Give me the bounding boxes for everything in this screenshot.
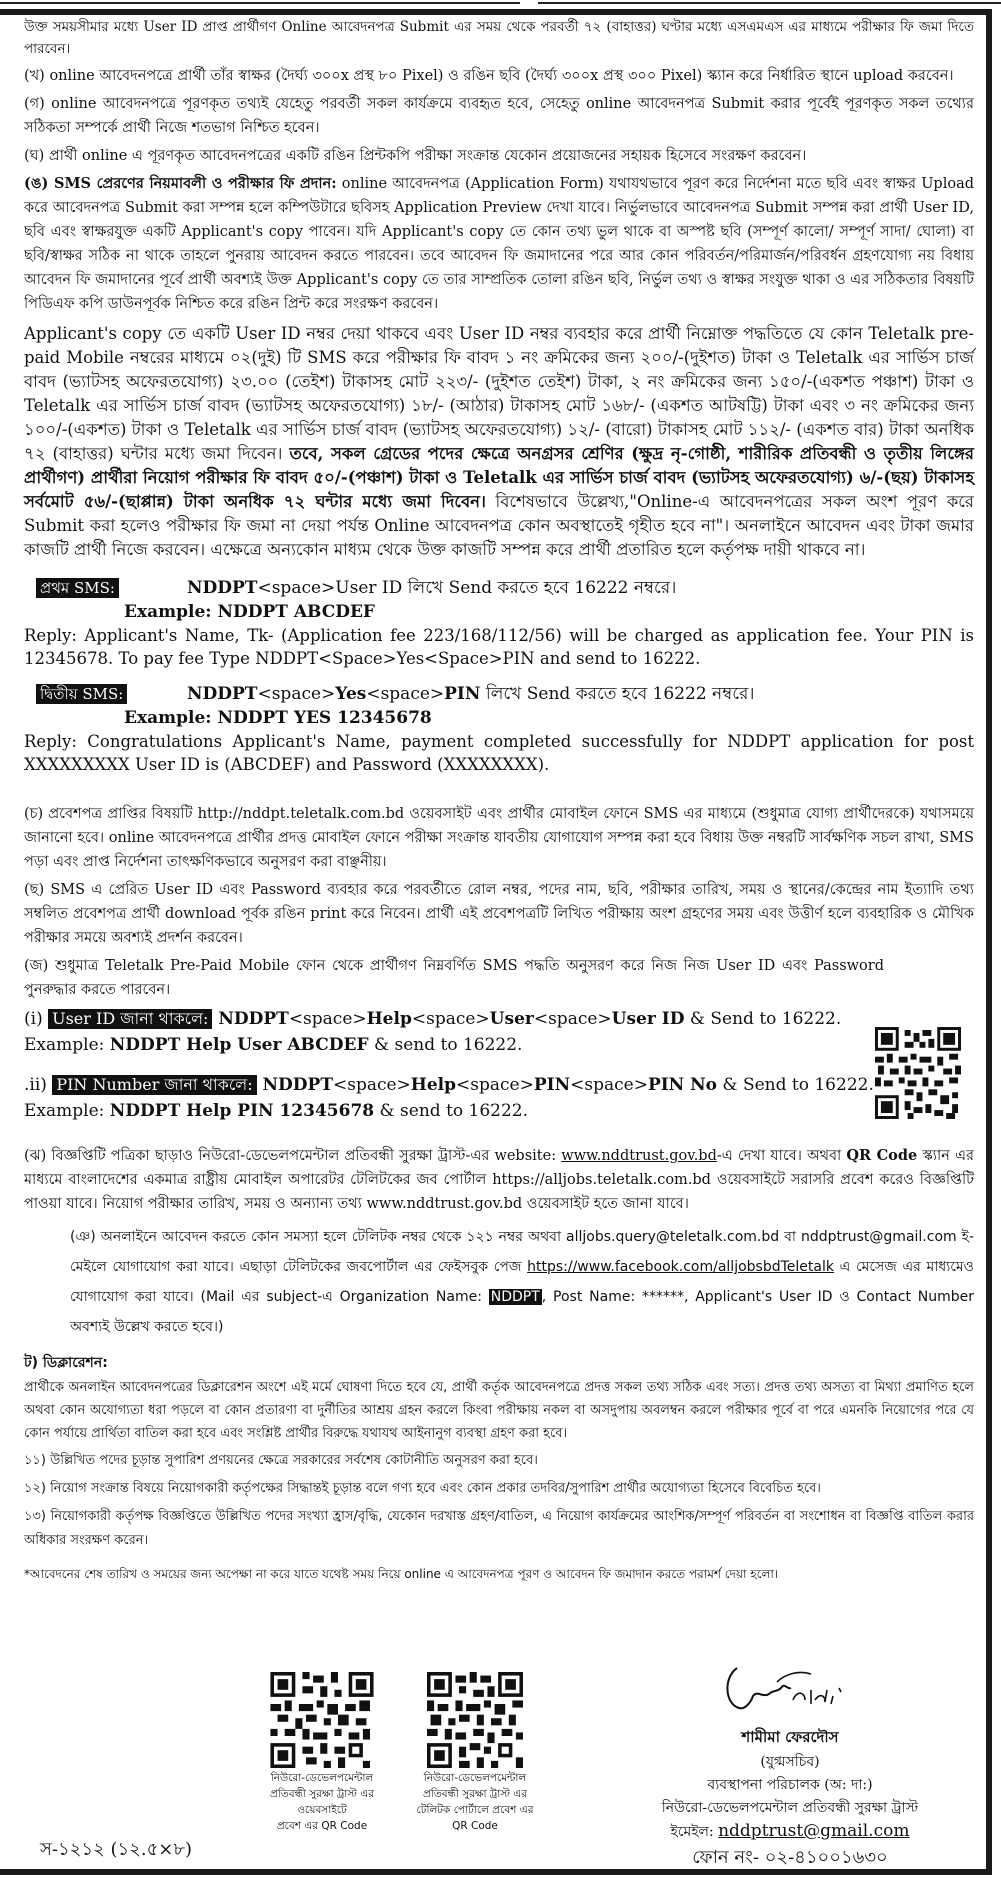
pin-cmd-space: <space>	[456, 1075, 534, 1095]
sms2-cmd-rest: লিখে Send করতে হবে 16222 নম্বরে।	[480, 684, 755, 704]
teletalk-qr-caption-4: QR Code	[452, 1820, 498, 1832]
sms2-cmd-space: <space>	[257, 684, 336, 704]
pin-cmd-nddpt: NDDPT	[256, 1075, 333, 1095]
document-body	[24, 16, 974, 1585]
sms2-reply: Reply: Congratulations Applicant's Name, payment completed successfully for NDDPT application for post XXXXXXXXX User ID is (ABCDEF) and Password (XXXXXXXX).	[24, 732, 974, 774]
user-recovery-prefix: (i)	[24, 1009, 49, 1029]
clause-ga: (গ) online আবেদনপত্রে পূরণকৃত তথ্যই যেহেতু পরবর্তী সকল কার্যক্রমে ব্যবহৃত হবে, সেহেতু online আবেদনপত্র Submit করার পূর্বেই পূরণকৃত সকল তথ্যের সঠিকতা সম্পর্কে প্রার্থী নিজে শতভাগ নিশ্চিত হবেন।	[24, 96, 974, 136]
item-12: ১২) নিয়োগ সংক্রান্ত বিষয়ে নিয়োগকারী কর্তৃপক্ষের সিদ্ধান্তই চূড়ান্ত বলে গণ্য হবে এবং কোন প্রকার তদবির/সুপারিশ প্রার্থীর অযোগ্যতা হিসেবে বিবেচিত হবে।	[24, 1481, 821, 1496]
sms2-label: দ্বিতীয় SMS:	[36, 684, 127, 704]
sms2-command	[187, 682, 754, 706]
user-cmd-help: Help	[366, 1009, 412, 1029]
pin-cmd-space: <space>	[570, 1075, 648, 1095]
top-rule-right	[538, 2, 1001, 4]
clause-cha: (চ) প্রবেশপত্র প্রাপ্তির বিষয়টি http://nddpt.teletalk.com.bd ওয়েবসাইট এবং প্রার্থীর মোবাইল ফোনে SMS এর মাধ্যমে (শুধুমাত্র যোগ্য প্রার্থীদেরকে) যথাসময়ে জানানো হবে। online আবেদনপত্রে প্রার্থীর প্রদত্ত মোবাইল ফোনে পরীক্ষা সংক্রান্ত যাবতীয় যোগাযোগ সম্পন্ন করা হবে বিধায় উক্ত নম্বরটি সার্বক্ষণিক সচল রাখা, SMS পড়া এবং প্রাপ্ত নির্দেশনা তাৎক্ষণিকভাবে অনুসরণ করা বাঞ্ছনীয়।	[24, 806, 974, 870]
teletalk-qr-code-icon	[427, 1672, 523, 1768]
signatory-name: শামীমা ফেরদৌস	[741, 1728, 839, 1746]
fee-paragraph	[24, 322, 974, 562]
clause-uma-body: online আবেদনপত্র (Application Form) যথাযথভাবে পূরণ করে নির্দেশনা মতে ছবি এবং স্বাক্ষর Upload করে আবেদনপত্র Submit করা সম্পন্ন হলে কম্পিউটারে ছবিসহ Application Preview দেখা যাবে। নির্ভুলভাবে আবেদনপত্র Submit সম্পন্ন করা প্রার্থী User ID, ছবি এবং স্বাক্ষরযুক্ত একটি Applicant's copy পাবেন। যদি Applicant's copy তে কোন তথ্য ভুল থাকে বা অস্পষ্ট ছবি (সম্পূর্ণ কালো/ সম্পূর্ণ সাদা/ ঘোলা) বা ছবি/স্বাক্ষর সঠিক না থাকে তাহলে পুনরায় আবেদন করতে পারবেন। তবে আবেদন ফি জমাদানের পরে আর কোন পরিবর্তন/পরিমার্জন/পরিবর্ধন গ্রহণযোগ্য নয় বিধায় আবেদন ফি জমাদানের পূর্বে প্রার্থী অবশ্যই উক্ত Applicant's copy তে তার সাম্প্রতিক তোলা রঙিন ছবি, নির্ভুল তথ্য ও স্বাক্ষর সংযুক্ত থাকা ও এর সঠিকতার বিষয়টি পিডিএফ কপি ডাউনপূর্বক নিশ্চিত করে রঙিন প্রিন্ট করে সংরক্ষণ করবেন।	[24, 176, 974, 312]
top-rule-left	[0, 2, 520, 4]
user-cmd-space: <space>	[288, 1009, 367, 1029]
user-example-cmd: NDDPT Help User ABCDEF	[109, 1035, 369, 1055]
signatory-email-link[interactable]: nddptrust@gmail.com	[718, 1821, 910, 1841]
clause-gha: (ঘ) প্রার্থী online এ পূরণকৃত আবেদনপত্রের একটি রঙিন প্রিন্টকপি পরীক্ষা সংক্রান্ত যেকোন প্রয়োজনের সহায়ক হিসেবে সংরক্ষণ করবেন।	[24, 148, 807, 164]
jha-text-2: -এ দেখা যাবে। অথবা	[716, 1148, 847, 1164]
user-cmd-userid: User ID	[611, 1009, 685, 1029]
item-13: ১৩) নিয়োগকারী কর্তৃপক্ষ বিজ্ঞপ্তিতে উল্লিখিত পদের সংখ্যা হ্রাস/বৃদ্ধি, যেকোন দরখাস্ত গ্রহণ/বাতিল, এ নিয়োগ কার্যক্রমের আংশিক/সম্পূর্ণ পরিবর্তন বা সংশোধন বা বিজ্ঞপ্তি বাতিল করার অধিকার সংরক্ষণ করেন।	[24, 1509, 974, 1548]
sms1-command	[187, 576, 676, 600]
pin-example	[24, 1098, 974, 1124]
fee-text-2: বিশেষভাবে উল্লেখ্য,"Online-এ আবেদনপত্রের সকল অংশ পূরণ করে Submit করা হলেও পরীক্ষার ফি জমা না দেয়া পর্যন্ত Online আবেদনপত্র কোন অবস্থাতেই গৃহীত হবে না"। অনলাইনে আবেদন এবং টাকা জমার কাজটি প্রার্থী নিজে করবেন। এক্ষেত্রে অন্যকোন মাধ্যম থেকে উক্ত কাজটি সম্পন্ন করে প্রার্থী প্রতারিত হলে কর্তৃপক্ষ দায়ী থাকবে না।	[24, 492, 974, 559]
signatory-title: ব্যবস্থাপনা পরিচালক (অ: দা:)	[707, 1777, 873, 1793]
fee-text-concession: তবে, সকল গ্রেডের পদের ক্ষেত্রে অনগ্রসর শ্রেণির (ক্ষুদ্র নৃ-গোষ্ঠী, শারীরিক প্রতিবন্ধী ও তৃতীয় লিঙ্গের প্রার্থীগণ) প্রার্থীরা নিয়োগ পরীক্ষার ফি বাবদ ৫০/-(পঞ্চাশ) টাকা ও Teletalk এর সার্ভিস চার্জ বাবদ (ভ্যাটসহ অফেরতযোগ্য) ৬/-(ছয়) টাকাসহ সর্বমোট ৫৬/-(ছাপ্পান্ন) টাকা অনধিক ৭২ ঘন্টার মধ্যে জমা দিবেন।	[24, 444, 974, 511]
teletalk-qr-caption-2: প্রতিবন্ধী সুরক্ষা ট্রাস্ট এর	[423, 1788, 527, 1800]
item-11: ১১) উল্লিখিত পদের চূড়ান্ত সুপারিশ প্রণয়নের ক্ষেত্রে সরকারের সর্বশেষ কোটানীতি অনুসরণ করা হবে।	[24, 1453, 538, 1468]
signatory-email-line	[620, 1820, 960, 1844]
sms2-row	[24, 682, 974, 706]
teletalk-qr-block	[405, 1672, 545, 1834]
handwritten-signature-icon	[715, 1660, 865, 1716]
pin-example-tail: & send to 16222.	[374, 1101, 529, 1121]
clause-ja: (জ) শুধুমাত্র Teletalk Pre-Paid Mobile ফোন থেকে প্রার্থীগণ নিম্নবর্ণিত SMS পদ্ধতি অনুসরণ করে নিজ নিজ User ID এবং Password পুনরুদ্ধার করতে পারবেন।	[24, 958, 884, 998]
pin-cmd-pin: PIN	[533, 1075, 571, 1095]
deadline-note: *আবেদনের শেষ তারিখ ও সময়ের জন্য অপেক্ষা না করে যাতে যথেষ্ট সময় নিয়ে online এ আবেদনপত্র পূরণ ও আবেদন ফি জমাদান করতে পরামর্শ দেয়া হলো।	[24, 1567, 779, 1581]
declaration-heading: ট) ডিক্লারেশন:	[24, 1355, 108, 1371]
user-id-recovery	[24, 1006, 974, 1032]
sms2-example: Example: NDDPT YES 12345678	[124, 708, 432, 728]
sms1-label: প্রথম SMS:	[36, 578, 119, 598]
website-qr-block	[262, 1672, 382, 1834]
email-label: ইমেইল:	[670, 1824, 719, 1840]
website-qr-code-icon	[269, 1672, 375, 1768]
sms2-cmd-pin: PIN	[444, 684, 481, 704]
jha-text-1: (ঝ) বিজ্ঞপ্তিটি পত্রিকা ছাড়াও নিউরো-ডেভেলপমেন্টাল প্রতিবন্ধী সুরক্ষা ট্রাস্ট-এর website:	[24, 1148, 562, 1164]
jha-qr-code-label: QR Code	[846, 1147, 918, 1164]
declaration-body: প্রার্থীকে অনলাইন আবেদনপত্রের ডিক্লারেশন অংশে এই মর্মে ঘোষণা দিতে হবে যে, প্রার্থী কর্তৃক আবেদনপত্রে প্রদত্ত সকল তথ্য সঠিক এবং সত্য। প্রদত্ত তথ্য অসত্য বা মিথ্যা প্রমাণিত হলে অথবা কোন অযোগ্যতা ধরা পড়লে বা কোন প্রতারণা বা দুর্নীতির আশ্রয় গ্রহন করলে কিংবা পরীক্ষায় নকল বা অসদুপায় অবলম্বন করলে পরীক্ষার পূর্বে বা পরে এমনকি নিয়োগের পরে যে কোন পর্যায়ে প্রার্থিতা বাতিল করা হবে এবং সংশ্লিষ্ট প্রার্থীর বিরুদ্ধে যথাযথ আইনানুগ ব্যবস্থা গ্রহণ করা হবে।	[24, 1380, 974, 1441]
pin-example-label: Example:	[24, 1101, 110, 1121]
clause-jha	[24, 1144, 974, 1216]
signatory-rank: (যুগ্মসচিব)	[760, 1754, 820, 1770]
fee-text-1: Applicant's copy তে একটি User ID নম্বর দেয়া থাকবে এবং User ID নম্বর ব্যবহার করে প্রার্থী নিম্নোক্ত পদ্ধতিতে যে কোন Teletalk pre-paid Mobile নম্বরের মাধ্যমে ০২(দুই) টি SMS করে পরীক্ষার ফি বাবদ ১ নং ক্রমিকের জন্য ২০০/-(দুইশত) টাকা ও Teletalk এর সার্ভিস চার্জ বাবদ (ভ্যাটসহ অফেরতযোগ্য) ২৩.০০ (তেইশ) টাকাসহ মোট ২২৩/- (দুইশত তেইশ) টাকা, ২ নং ক্রমিকের জন্য ১৫০/-(একশত পঞ্চাশ) টাকা ও Teletalk এর সার্ভিস চার্জ বাবদ (ভ্যাটসহ অফেরতযোগ্য) ১৮/- (আঠার) টাকাসহ মোট ১৬৮/- (একশত আটষট্টি) টাকা এবং ৩ নং ক্রমিকের জন্য ১০০/-(একশত) টাকা ও Teletalk এর সার্ভিস চার্জ বাবদ (ভ্যাটসহ অফেরতযোগ্য) ১২/- (বারো) টাকাসহ মোট ১১২/- (একশত বার) টাকা অনধিক ৭২ (বাহাত্তর) ঘন্টার মধ্যে জমা দিবেন।	[24, 324, 974, 463]
sms1-reply: Reply: Applicant's Name, Tk- (Application fee 223/168/112/56) will be charged as application fee. Your PIN is 12345678. To pay fee Type NDDPT<Space>Yes<Space>PIN and send to 16222.	[24, 626, 974, 668]
pin-cmd-pinno: PIN No	[647, 1075, 718, 1095]
website-qr-caption-4: প্রবেশ এর QR Code	[276, 1820, 368, 1832]
pin-cmd-help: Help	[410, 1075, 457, 1095]
org-name-highlight: NDDPT	[490, 1289, 540, 1305]
clause-uma-heading: (ঙ) SMS প্রেরণের নিয়মাবলী ও পরীক্ষার ফি প্রদান:	[24, 175, 337, 192]
nya-text-2: এ মেসেজ এর মাধ্যমেও যোগাযোগ করা যাবে। (Mail এর subject-এ Organization Name:	[70, 1259, 974, 1305]
signatory-phone: ফোন নং- ০২-৪১০০১৬৩০	[692, 1847, 888, 1868]
sms1-cmd-prefix: NDDPT	[187, 578, 258, 598]
frame-top-border	[0, 9, 992, 15]
user-example-label: Example:	[24, 1035, 110, 1055]
nya-text-1: (ঞ) অনলাইনে আবেদন করতে কোন সমস্যা হলে টেলিটক নম্বর থেকে ১২১ নম্বর অথবা alljobs.query@teletalk.com.bd বা nddptrust@gmail.com ই-মেইলে যোগাযোগ করা যাবে। এছাড়া টেলিটকের জবপোর্টাল এর ফেইসবুক পেজ	[70, 1229, 974, 1275]
recovery-qr-code	[875, 1027, 961, 1119]
pin-known-tag: PIN Number জানা থাকলে:	[52, 1075, 256, 1095]
publication-code: স-১২১২ (১২.৫×৮)	[40, 1839, 193, 1860]
user-id-known-tag: User ID জানা থাকলে:	[48, 1009, 212, 1029]
pin-example-cmd: NDDPT Help PIN 12345678	[109, 1101, 375, 1121]
user-cmd-space: <space>	[533, 1009, 612, 1029]
sms2-cmd-space: <space>	[366, 684, 445, 704]
user-cmd-tail: & Send to 16222.	[684, 1009, 842, 1029]
user-cmd-space: <space>	[411, 1009, 490, 1029]
website-qr-caption-3: ওয়েবসাইটে	[297, 1804, 347, 1816]
pin-cmd-space: <space>	[332, 1075, 411, 1095]
teletalk-qr-caption-1: নিউরো-ডেভেলপমেন্টাল	[423, 1772, 527, 1784]
clause-nya	[70, 1222, 974, 1342]
jha-text-3: স্ক্যান এর মাধ্যমে বাংলাদেশের একমাত্র রাষ্ট্রীয় মোবাইল অপারেটর টেলিটকের জব পোর্টাল https://alljobs.teletalk.com.bd ওয়েবসাইটে সরাসরি প্রবেশ করেও বিজ্ঞপ্তিটি পাওয়া যাবে। নিয়োগ পরীক্ষার তারিখ, সময় ও অন্যান্য তথ্য www.nddtrust.gov.bd ওয়েবসাইট হতে জানা যাবে।	[24, 1148, 974, 1212]
teletalk-qr-caption-3: টেলিটক পোর্টালে প্রবেশ এর	[416, 1804, 534, 1816]
pin-cmd-tail: & Send to 16222.	[717, 1075, 874, 1095]
clause-kha: (খ) online আবেদনপত্রে প্রার্থী তাঁর স্বাক্ষর (দৈর্ঘ্য ৩০০x প্রস্থ ৮০ Pixel) ও রঙিন ছবি (দৈর্ঘ্য ৩০০x প্রস্থ ৩০০ Pixel) স্ক্যান করে নির্ধারিত স্থানে upload করবেন।	[24, 68, 954, 84]
signatory-organization: নিউরো-ডেভেলপমেন্টাল প্রতিবন্ধী সুরক্ষা ট্রাস্ট	[661, 1800, 919, 1816]
sms1-cmd-rest: <space>User ID লিখে Send করতে হবে 16222 নম্বরে।	[257, 578, 677, 598]
website-qr-caption-2: প্রতিবন্ধী সুরক্ষা ট্রাস্ট এর	[270, 1788, 374, 1800]
intro-paragraph: উক্ত সময়সীমার মধ্যে User ID প্রাপ্ত প্রার্থীগণ Online আবেদনপত্র Submit এর সময় থেকে পরবর্তী ৭২ (বাহাত্তর) ঘণ্টার মধ্যে এসএমএস এর মাধ্যমে পরীক্ষার ফি জমা দিতে পারবেন।	[24, 19, 974, 57]
pin-recovery-prefix: .ii)	[24, 1075, 53, 1095]
sms1-example: Example: NDDPT ABCDEF	[124, 602, 375, 622]
website-qr-caption-1: নিউরো-ডেভেলপমেন্টাল	[270, 1772, 374, 1784]
pin-recovery	[24, 1072, 974, 1098]
nddtrust-website-link[interactable]: www.nddtrust.gov.bd	[561, 1148, 717, 1164]
signature-block	[620, 1660, 960, 1872]
sms2-cmd-prefix: NDDPT	[187, 684, 258, 704]
user-id-example	[24, 1032, 974, 1058]
nya-text-3: , Post Name: ******, Applicant's User ID ও Contact Number অবশ্যই উল্লেখ করতে হবে।)	[70, 1289, 974, 1335]
clause-chha: (ছ) SMS এ প্রেরিত User ID এবং Password ব্যবহার করে পরবর্তীতে রোল নম্বর, পদের নাম, ছবি, পরীক্ষার তারিখ, সময় ও স্থানের/কেন্দ্রের নাম ইত্যাদি তথ্য সম্বলিত প্রবেশপত্র প্রার্থী download পূর্বক রঙিন print করে নিবেন। প্রার্থী এই প্রবেশপত্রটি লিখিত পরীক্ষায় অংশ গ্রহণের সময় এবং উত্তীর্ণ হলে ব্যবহারিক ও মৌখিক পরীক্ষার সময়ে অবশ্যই প্রদর্শন করবেন।	[24, 882, 974, 946]
qr-code-icon	[875, 1027, 961, 1119]
frame-right-border	[986, 9, 992, 1875]
user-example-tail: & send to 16222.	[368, 1035, 523, 1055]
sms1-row	[24, 576, 974, 600]
user-cmd-user: User	[489, 1009, 534, 1029]
sms2-cmd-yes: Yes	[335, 684, 367, 704]
clause-uma	[24, 172, 974, 316]
facebook-page-link[interactable]: https://www.facebook.com/alljobsbdTeletalk	[527, 1259, 834, 1275]
user-cmd-nddpt: NDDPT	[212, 1009, 289, 1029]
